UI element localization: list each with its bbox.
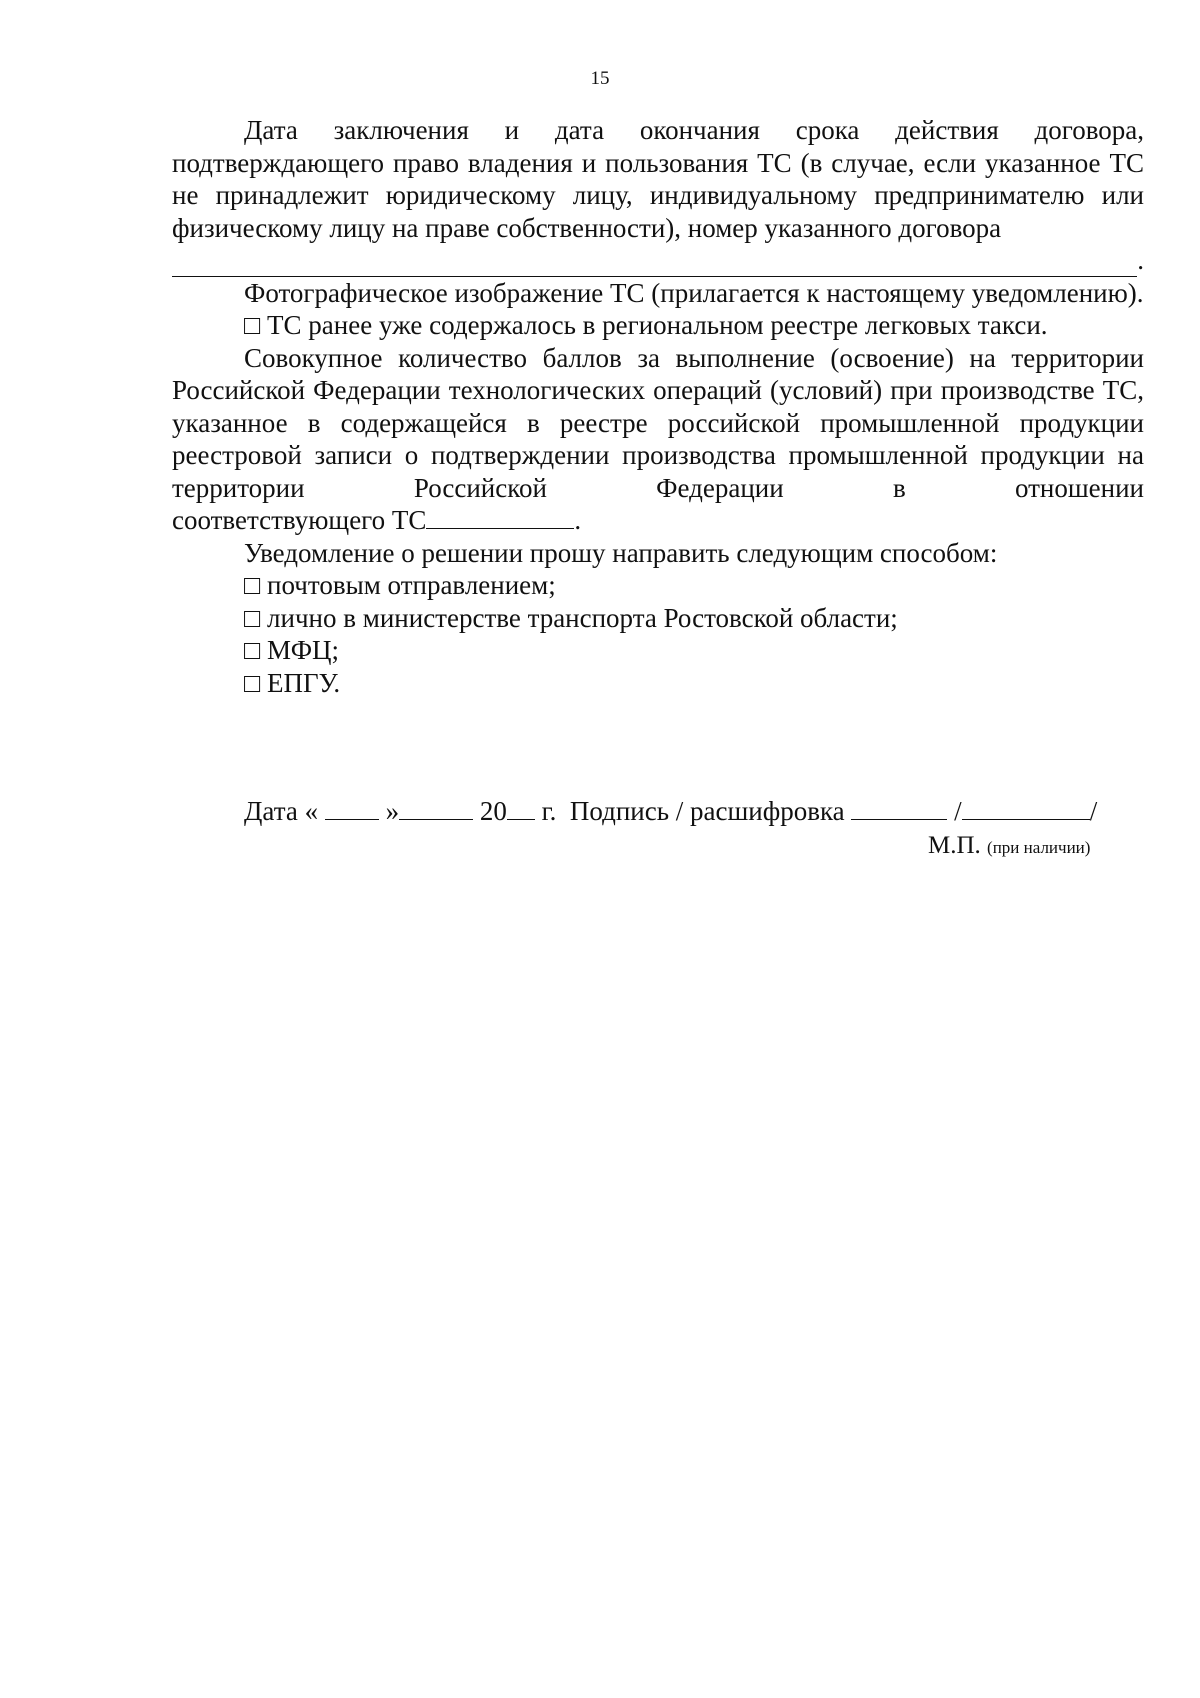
- contract-end: .: [1137, 245, 1144, 275]
- stamp-line: [928, 832, 1090, 860]
- notify-paragraph: Уведомление о решении прошу направить следующим способом:: [244, 537, 998, 568]
- contract-number-blank: [172, 254, 1137, 277]
- points-fill-line: [172, 504, 1144, 537]
- document-body: [172, 114, 1144, 699]
- signature-row: [244, 795, 1097, 827]
- name-blank: [962, 795, 1090, 820]
- option-ministry: □ лично в министерстве транспорта Ростовской области;: [244, 602, 898, 633]
- sign-label: Подпись / расшифровка: [569, 796, 845, 826]
- slash: /: [954, 796, 962, 826]
- day-blank: [325, 795, 379, 820]
- contract-paragraph: Дата заключения и дата окончания срока действия договора, подтверждающего право владения и пользования ТС (в случае, если указанное ТС не принадлежит юридическому лицу, индивидуальному предпринимателю или физическому лицу на праве собственности), номер указанного договора: [172, 115, 1144, 243]
- page-number: 15: [590, 68, 610, 89]
- photo-paragraph: Фотографическое изображение ТС (прилагается к настоящему уведомлению).: [244, 277, 1144, 308]
- year-prefix: 20: [479, 796, 507, 826]
- year-blank: [507, 795, 535, 820]
- option-post: □ почтовым отправлением;: [244, 570, 556, 600]
- registry-checkbox-item: □ ТС ранее уже содержалось в региональном реестре легковых такси.: [244, 310, 1048, 340]
- points-dot: .: [574, 505, 582, 535]
- slash-end: /: [1089, 796, 1098, 826]
- contract-fill-line: [172, 244, 1144, 277]
- month-blank: [399, 795, 473, 820]
- points-paragraph: Совокупное количество баллов за выполнение (освоение) на территории Российской Федерации технологических операций (условий) при производстве ТС, указанное в содержащейся в реестре российской промышленной продукции реестровой записи о подтверждении производства промышленной продукции на территории Российской Федерации в отношении: [172, 342, 1144, 503]
- stamp-label: М.П.: [928, 832, 981, 859]
- points-blank: [426, 504, 574, 529]
- quote-close: »: [385, 796, 400, 826]
- sign-blank: [851, 795, 947, 820]
- option-mfc: □ МФЦ;: [244, 635, 340, 665]
- stamp-note: (при наличии): [987, 838, 1091, 857]
- year-suffix: г.: [541, 796, 557, 826]
- points-end: соответствующего ТС: [172, 505, 427, 535]
- date-label: Дата «: [244, 796, 319, 826]
- option-epgu: □ ЕПГУ.: [244, 667, 341, 698]
